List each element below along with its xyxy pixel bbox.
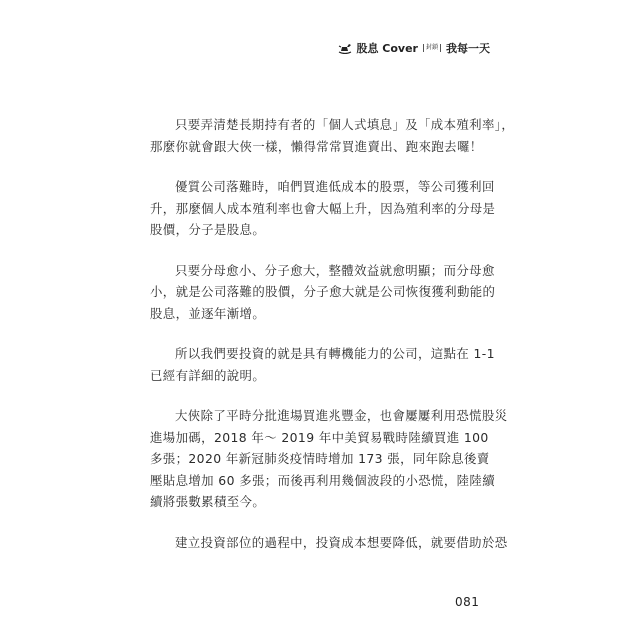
paragraph: [150, 405, 508, 513]
text-line: 所以我們要投資的就是具有轉機能力的公司，這點在 1-1: [175, 346, 495, 361]
paragraph: [150, 343, 495, 386]
text-line: 大俠除了平時分批進場買進兆豐金，也會屢屢利用恐慌股災: [175, 408, 508, 423]
paragraph: [150, 260, 496, 325]
text-line: 只要弄清楚長期持有者的「個人式填息」及「成本殖利率」，: [175, 117, 515, 132]
text-line: 建立投資部位的過程中，投資成本想要降低，就要借助於恐: [175, 534, 508, 550]
text-line: 已經有詳細的說明。: [150, 367, 266, 383]
text-line: 升，那麼個人成本殖利率也會大幅上升，因為殖利率的分母是: [150, 200, 496, 216]
text-line: 多張；2020 年新冠肺炎疫情時增加 173 張，同年除息後賣: [150, 451, 490, 466]
text-line: 那麼你就會跟大俠一樣，懶得常常買進賣出、跑來跑去囉！: [150, 138, 483, 154]
text-line: 續將張數累積至今。: [150, 494, 266, 509]
text-line: 進場加碼，2018 年～ 2019 年中美貿易戰時陸續買進 100: [150, 429, 489, 445]
chapter-title: 我每一天: [446, 42, 490, 55]
text-line: 壓貼息增加 60 多張；而後再利用幾個波段的小恐慌，陸陸續: [150, 472, 496, 488]
text-line: 股息，並逐年漸增。: [150, 305, 266, 321]
page-number: 081: [455, 595, 480, 609]
running-head: [338, 40, 490, 56]
text-line: 股價，分子是股息。: [150, 222, 266, 237]
body-text: [150, 114, 515, 572]
text-line: 優質公司落難時，咱們買進低成本的股票，等公司獲利回: [175, 179, 495, 194]
series-tag: 封鎖: [423, 44, 441, 52]
text-line: 小，就是公司落難的股價，分子愈大就是公司恢復獲利動能的: [150, 284, 496, 299]
paragraph: [150, 176, 496, 241]
paragraph: [150, 532, 508, 554]
rocking-horse-icon: [338, 42, 352, 54]
paragraph: [150, 114, 515, 157]
text-line: 只要分母愈小、分子愈大，整體效益就愈明顯；而分母愈: [175, 262, 495, 278]
series-title: 股息 Cover: [356, 42, 418, 55]
